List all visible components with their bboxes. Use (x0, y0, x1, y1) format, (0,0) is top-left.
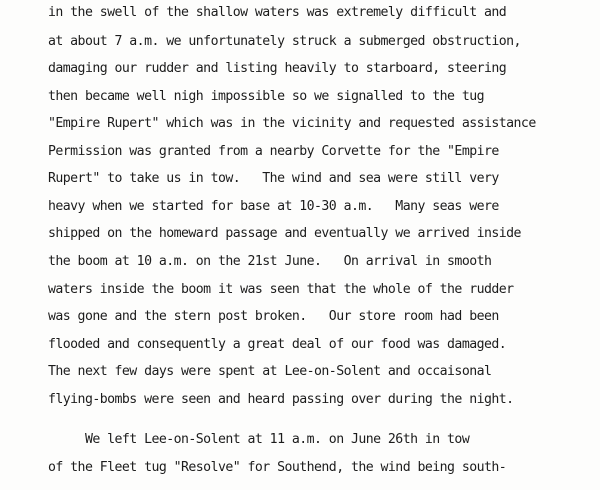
text-line: Rupert" to take us in tow. The wind and sea were still very (48, 171, 499, 186)
text-line: The next few days were spent at Lee-on-Solent and occaisonal (48, 364, 492, 379)
text-line: flying-bombs were seen and heard passing over during the night. (48, 392, 514, 407)
text-line: "Empire Rupert" which was in the vicinity and requested assistance (48, 116, 536, 131)
text-line: heavy when we started for base at 10-30 a.m. Many seas were (48, 199, 499, 214)
text-line: Permission was granted from a nearby Corvette for the "Empire (48, 144, 499, 159)
text-line: damaging our rudder and listing heavily to starboard, steering (48, 61, 507, 76)
text-line: in the swell of the shallow waters was extremely difficult and (48, 5, 507, 20)
text-line: at about 7 a.m. we unfortunately struck a submerged obstruction, (48, 34, 521, 49)
text-line: flooded and consequently a great deal of our food was damaged. (48, 337, 507, 352)
text-line: the boom at 10 a.m. on the 21st June. On arrival in smooth (48, 254, 492, 269)
text-line: was gone and the stern post broken. Our store room had been (48, 309, 499, 324)
text-line: We left Lee-on-Solent at 11 a.m. on June 26th in tow (48, 432, 470, 447)
text-line: then became well nigh impossible so we signalled to the tug (48, 89, 484, 104)
text-line: of the Fleet tug "Resolve" for Southend, the wind being south- (48, 460, 507, 475)
text-line: shipped on the homeward passage and eventually we arrived inside (48, 226, 521, 241)
text-line: waters inside the boom it was seen that the whole of the rudder (48, 282, 514, 297)
